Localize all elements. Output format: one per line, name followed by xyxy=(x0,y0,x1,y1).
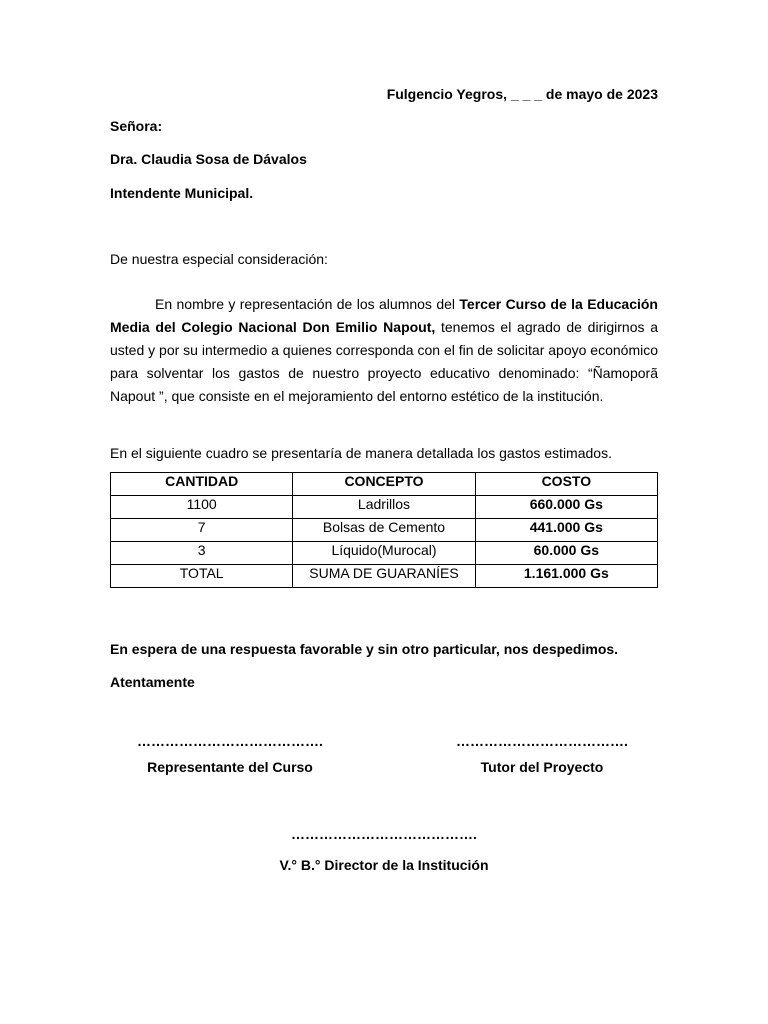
sign-off: Atentamente xyxy=(110,674,195,690)
table-header-row xyxy=(111,473,658,496)
table-row xyxy=(111,542,658,565)
row-concept: Líquido(Murocal) xyxy=(293,542,475,565)
signature-label-director: V.° B.° Director de la Institución xyxy=(279,857,489,873)
header-concept: CONCEPTO xyxy=(293,473,475,496)
greeting: De nuestra especial consideración: xyxy=(110,251,328,267)
expenses-table xyxy=(110,472,658,588)
row-concept: Bolsas de Cemento xyxy=(293,519,475,542)
row-quantity: 1100 xyxy=(111,496,293,519)
closing-line: En espera de una respuesta favorable y sin otro particular, nos despedimos. xyxy=(110,641,619,657)
header-quantity: CANTIDAD xyxy=(111,473,293,496)
table-row xyxy=(111,496,658,519)
row-quantity: 7 xyxy=(111,519,293,542)
body-institution: Tercer Curso de la Educación Media del Colegio Nacional Don Emilio Napout, xyxy=(110,296,658,335)
date-line: Fulgencio Yegros, _ _ _ de mayo de 2023 xyxy=(386,86,658,102)
body-paragraph xyxy=(110,293,658,408)
signature-line-right: ………………………………. xyxy=(456,733,628,749)
signature-line-director: …………………………………. xyxy=(291,826,477,842)
salutation: Señora: xyxy=(110,118,163,134)
table-intro: En el siguiente cuadro se presentaría de manera detallada los gastos estimados. xyxy=(110,445,612,461)
table-total-row xyxy=(111,565,658,588)
row-concept: Ladrillos xyxy=(293,496,475,519)
body-intro: En nombre y representación de los alumnos del xyxy=(155,296,460,312)
recipient-name: Dra. Claudia Sosa de Dávalos xyxy=(110,151,307,167)
body-rest: tenemos el agrado de dirigirnos a usted y por su intermedio a quienes corresponda con el fin de solicitar apoyo económico para solventar los gastos de nuestro proyecto educativo denominado: “Ñamoporã Napout ”, que consiste en el mejoramiento del entorno estético de la institución. xyxy=(110,319,658,404)
total-concept: SUMA DE GUARANÍES xyxy=(293,565,475,588)
signature-label-right: Tutor del Proyecto xyxy=(480,759,604,775)
row-cost: 60.000 Gs xyxy=(475,542,657,565)
table-row xyxy=(111,519,658,542)
recipient-title: Intendente Municipal. xyxy=(110,185,254,201)
row-quantity: 3 xyxy=(111,542,293,565)
signature-line-left: …………………………………. xyxy=(137,733,323,749)
signature-label-left: Representante del Curso xyxy=(147,759,313,775)
row-cost: 441.000 Gs xyxy=(475,519,657,542)
total-cost: 1.161.000 Gs xyxy=(475,565,657,588)
header-cost: COSTO xyxy=(475,473,657,496)
row-cost: 660.000 Gs xyxy=(475,496,657,519)
total-label: TOTAL xyxy=(111,565,293,588)
